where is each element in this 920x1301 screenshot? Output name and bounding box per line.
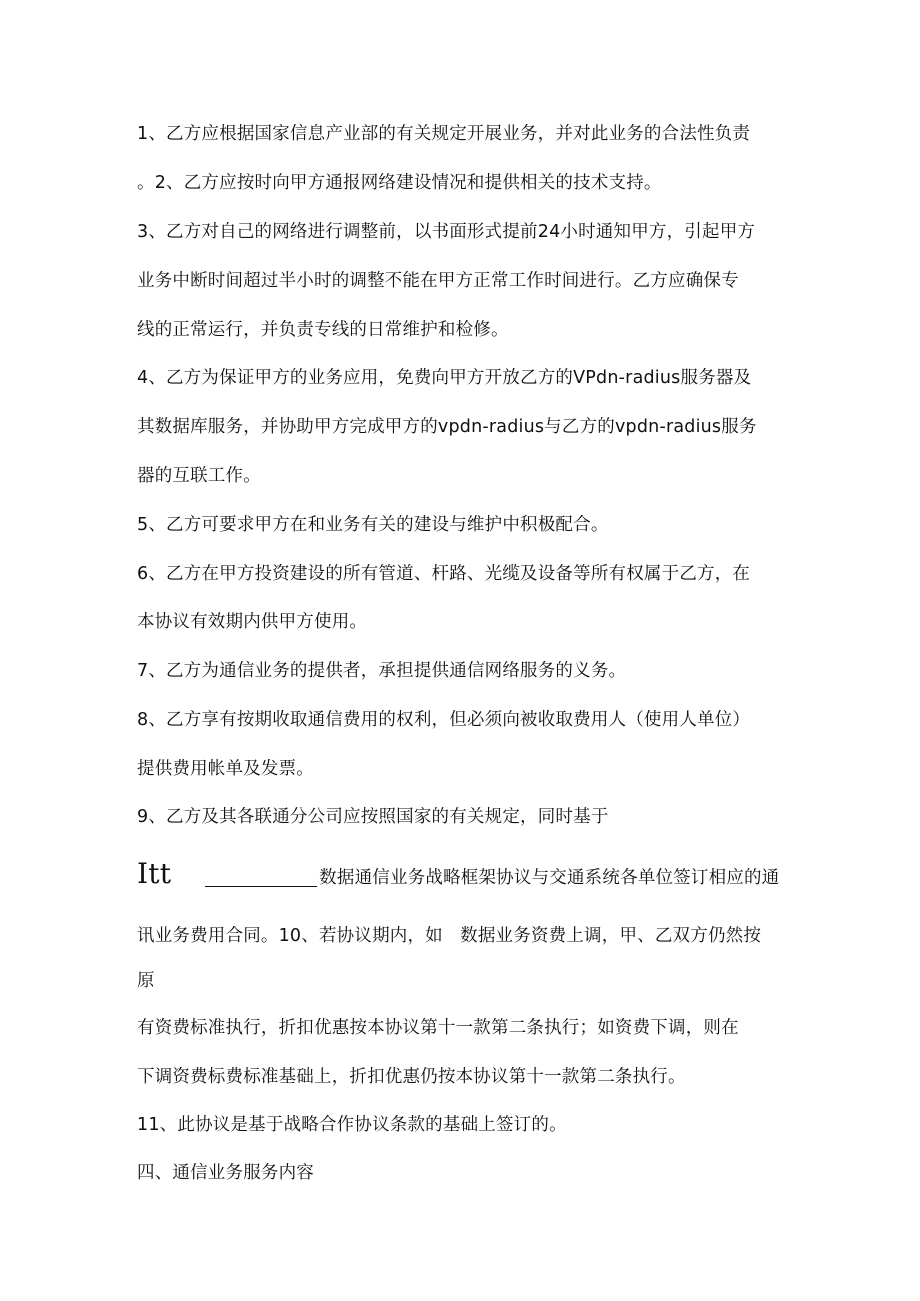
paragraph-line: 5、乙方可要求甲方在和业务有关的建设与维护中积极配合。 <box>137 515 609 535</box>
paragraph-line: 7、乙方为通信业务的提供者，承担提供通信网络服务的义务。 <box>137 661 627 681</box>
paragraph-line: 线的正常运行，并负责专线的日常维护和检修。 <box>137 320 509 340</box>
paragraph-line: 下调资费标费标准基础上，折扣优惠仍按本协议第十一款第二条执行。 <box>137 1067 686 1087</box>
paragraph-line: 。2、乙方应按时向甲方通报网络建设情况和提供相关的技术支持。 <box>137 173 662 193</box>
paragraph-line: 业务中断时间超过半小时的调整不能在甲方正常工作时间进行。乙方应确保专 <box>137 271 739 291</box>
paragraph-line: 器的互联工作。 <box>137 466 261 486</box>
itt-line <box>137 857 779 895</box>
paragraph-line: 3、乙方对自己的网络进行调整前，以书面形式提前24小时通知甲方，引起甲方 <box>137 222 756 242</box>
paragraph-line: 8、乙方享有按期收取通信费用的权利，但必须向被收取费用人（使用人单位） <box>137 710 751 730</box>
paragraph-line: 提供费用帐单及发票。 <box>137 759 314 779</box>
paragraph-line: 6、乙方在甲方投资建设的所有管道、杆路、光缆及设备等所有权属于乙方，在 <box>137 564 751 584</box>
paragraph-line: 有资费标准执行，折扣优惠按本协议第十一款第二条执行；如资费下调，则在 <box>137 1018 739 1038</box>
section-heading: 四、通信业务服务内容 <box>137 1163 314 1183</box>
itt-rest: 数据通信业务战略框架协议与交通系统各单位签订相应的通 <box>319 868 780 888</box>
itt-prefix: Itt <box>137 857 172 890</box>
paragraph-line: 其数据库服务，并协助甲方完成甲方的vpdn-radius与乙方的vpdn-radius服务 <box>137 417 757 437</box>
paragraph-line: 9、乙方及其各联通分公司应按照国家的有关规定，同时基于 <box>137 807 609 827</box>
fill-in-blank <box>205 862 317 887</box>
paragraph-line: 本协议有效期内供甲方使用。 <box>137 612 368 632</box>
paragraph-line: 11、此协议是基于战略合作协议条款的基础上签订的。 <box>137 1115 567 1135</box>
paragraph-line: 原 <box>137 971 155 991</box>
paragraph-line: 讯业务费用合同。10、若协议期内，如 数据业务资费上调，甲、乙双方仍然按 <box>137 926 762 946</box>
paragraph-line: 4、乙方为保证甲方的业务应用，免费向甲方开放乙方的VPdn-radius服务器及 <box>137 368 752 388</box>
paragraph-line: 1、乙方应根据国家信息产业部的有关规定开展业务，并对此业务的合法性负责 <box>137 124 751 144</box>
